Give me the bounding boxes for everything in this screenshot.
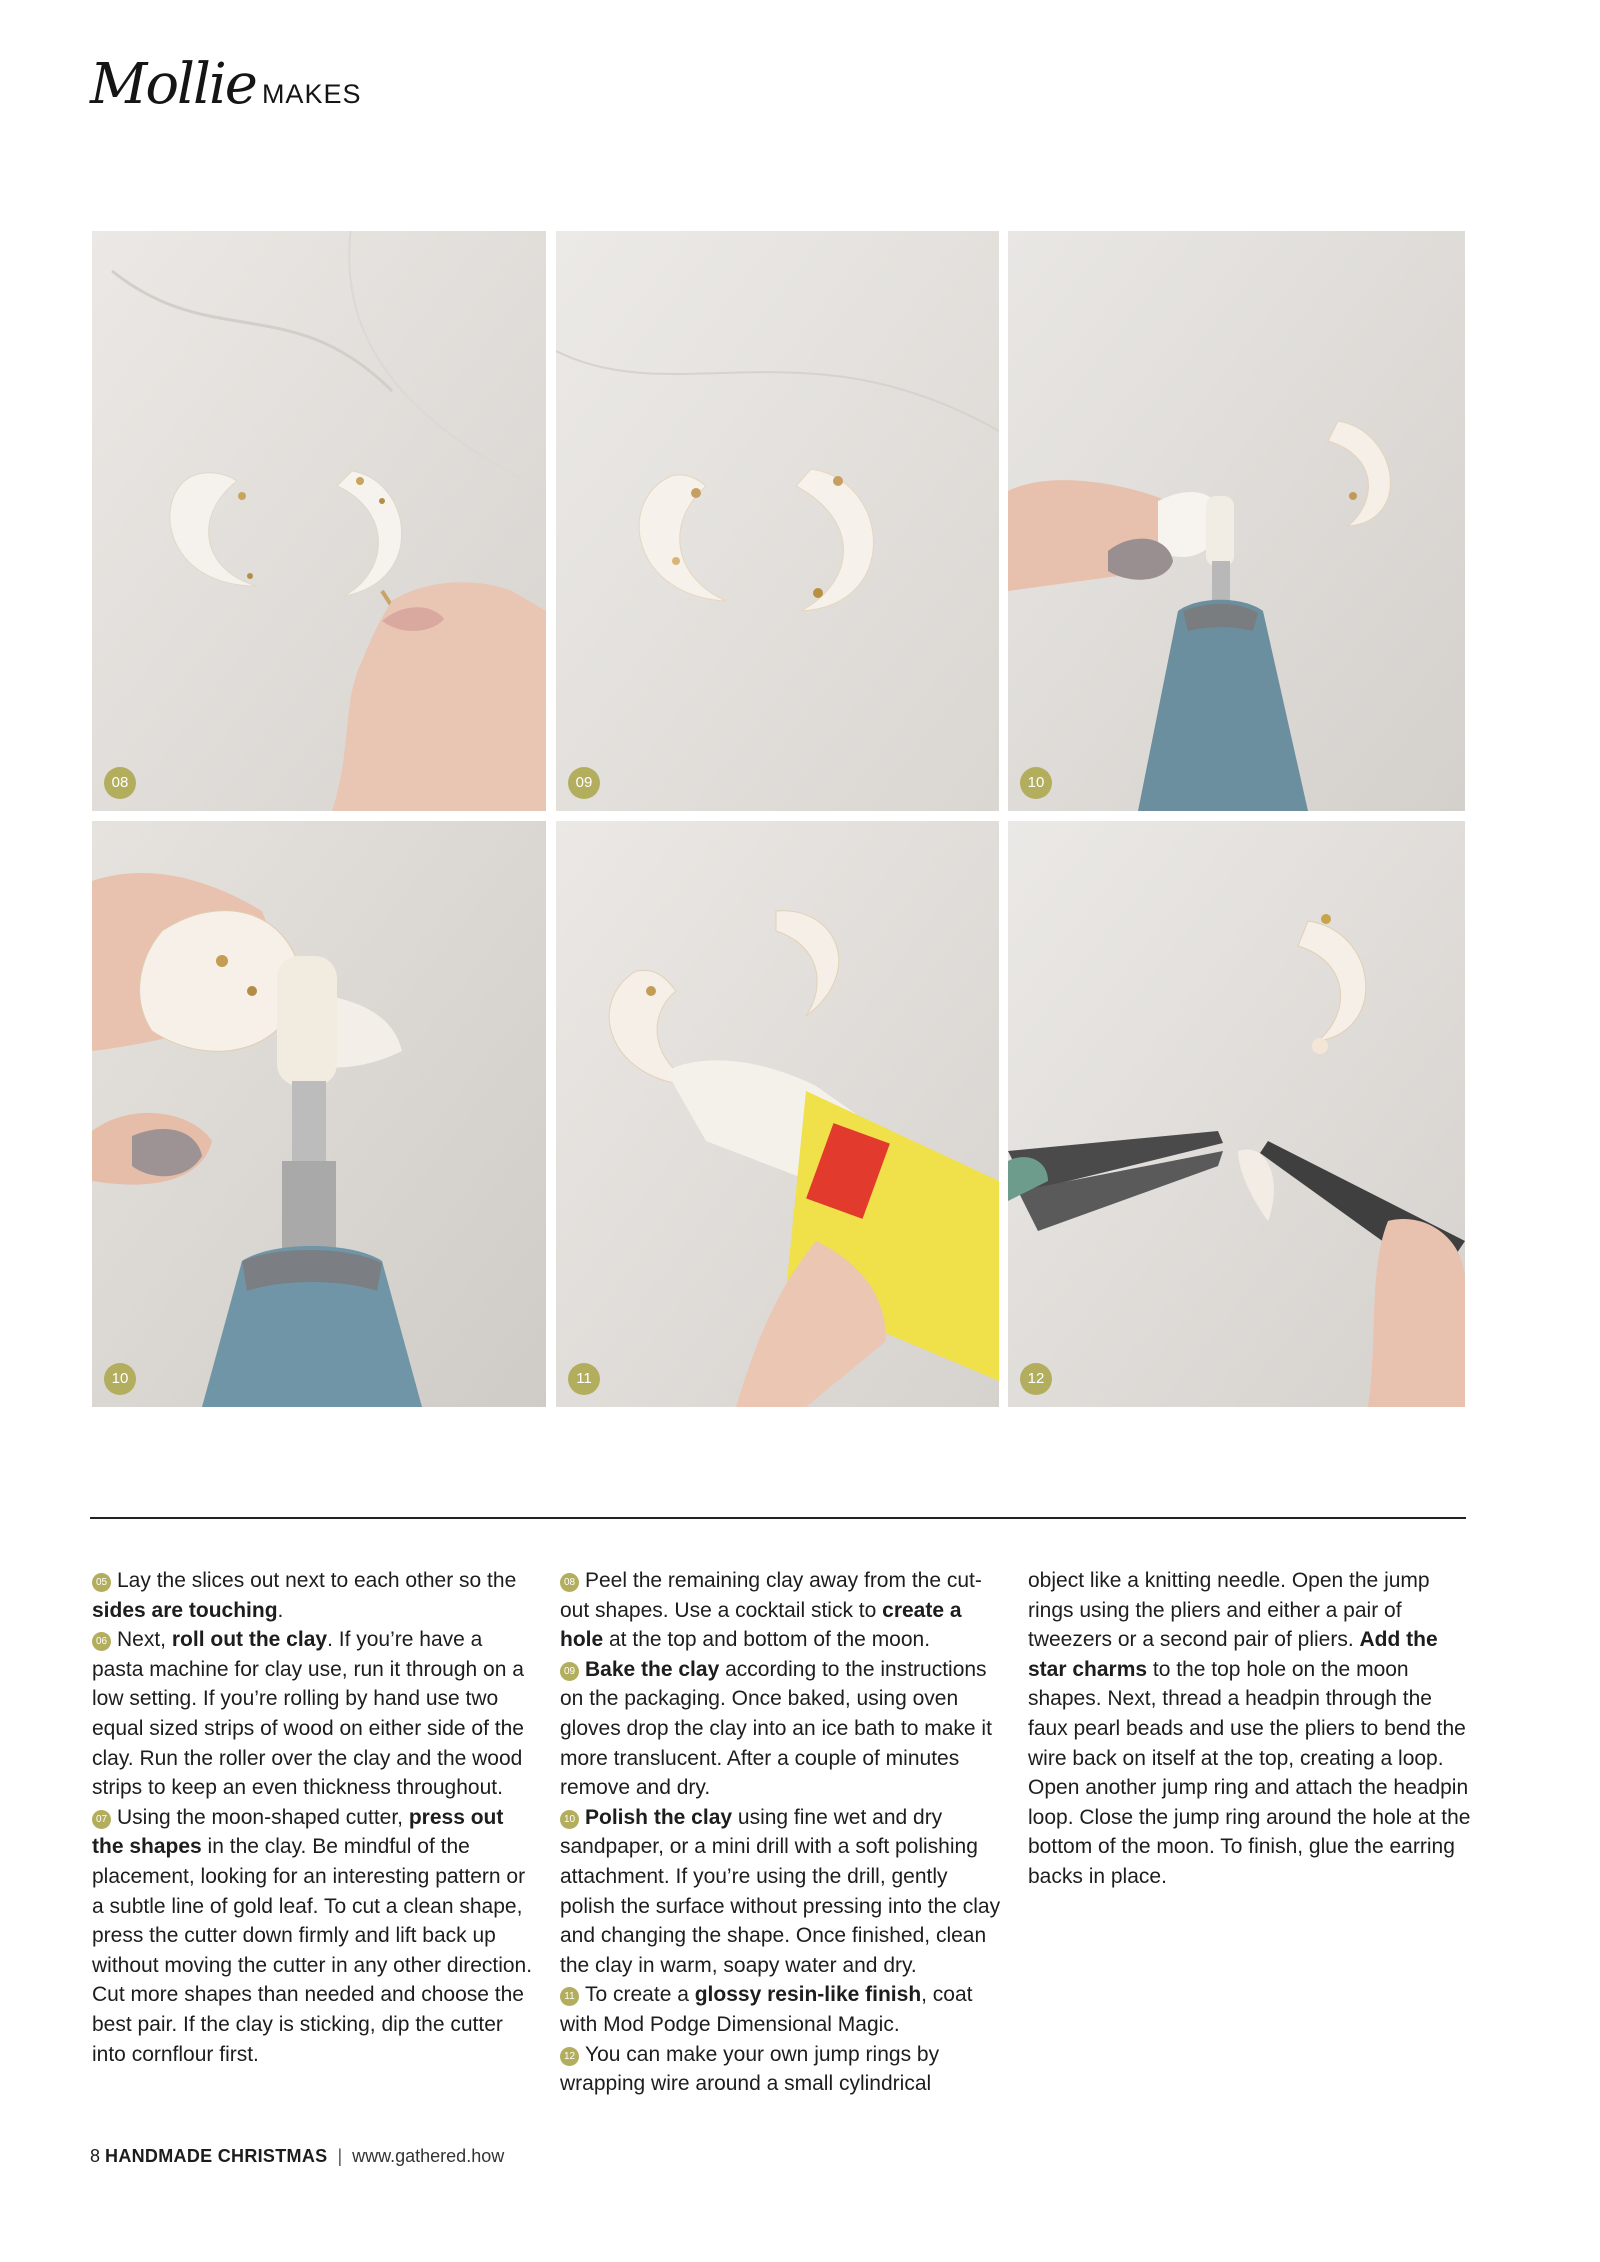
divider-rule: [90, 1517, 1466, 1519]
photo-step-12: [1008, 821, 1465, 1407]
text-column-1: [92, 1566, 537, 2069]
photo-step-10-b: [92, 821, 546, 1407]
photo-step-11: [556, 821, 999, 1407]
photo-illustration: [1008, 231, 1465, 811]
logo-word: MAKES: [261, 79, 362, 109]
step-number-badge: 06: [92, 1632, 111, 1651]
photo-step-08: [92, 231, 546, 811]
photo-illustration: [92, 821, 546, 1407]
step-11-paragraph: 11 To create a glossy resin-like finish, coat with Mod Podge Dimensional Magic.: [560, 1983, 973, 2036]
photo-illustration: [92, 231, 546, 811]
photo-illustration: [556, 231, 999, 811]
step-05-paragraph: 05 Lay the slices out next to each other so the sides are touching.: [92, 1569, 517, 1622]
step-09-paragraph: 09 Bake the clay according to the instructions on the packaging. Once baked, using oven gloves drop the clay into an ice bath to make it more translucent. After a couple of minutes remove and dry.: [560, 1657, 992, 1800]
photo-illustration: [556, 821, 999, 1407]
step-badge: 11: [568, 1363, 600, 1395]
logo-script: Mollie: [90, 52, 256, 117]
step-badge: 10: [104, 1363, 136, 1395]
photo-step-09: [556, 231, 999, 811]
step-number-badge: 11: [560, 1987, 579, 2006]
website-link[interactable]: www.gathered.how: [352, 2146, 505, 2166]
step-08-paragraph: 08 Peel the remaining clay away from the cut-out shapes. Use a cocktail stick to create a hole at the top and bottom of the moon.: [560, 1569, 982, 1652]
text-column-3: [1028, 1566, 1473, 1892]
step-10-paragraph: 10 Polish the clay using fine wet and dry sandpaper, or a mini drill with a soft polishing attachment. If you’re using the drill, gently polish the surface without pressing into the clay and changing the shape. Once finished, clean the clay in warm, soapy water and dry.: [560, 1805, 1001, 1977]
step-badge: 12: [1020, 1363, 1052, 1395]
step-badge: 09: [568, 767, 600, 799]
step-number-badge: 07: [92, 1810, 111, 1829]
step-07-paragraph: 07 Using the moon-shaped cutter, press out the shapes in the clay. Be mindful of the placement, looking for an interesting pattern or a subtle line of gold leaf. To cut a clean shape, press the cutter down firmly and lift back up without moving the cutter in any other direction. Cut more shapes than needed and choose the best pair. If the clay is sticking, dip the cutter into cornflour first.: [92, 1805, 533, 2066]
step-06-paragraph: 06 Next, roll out the clay. If you’re have a pasta machine for clay use, run it through on a low setting. If you’re rolling by hand use two equal sized strips of wood on either side of the clay. Run the roller over the clay and the wood strips to keep an even thickness throughout.: [92, 1628, 524, 1800]
page-footer: [90, 2146, 504, 2167]
step-12-paragraph-continued: object like a knitting needle. Open the jump rings using the pliers and either a pair of tweezers or a second pair of pliers. Add the star charms to the top hole on the moon shapes. Next, thread a headpin through the faux pearl beads and use the pliers to bend the wire back on itself at the top, creating a loop. Open another jump ring and attach the headpin loop. Close the jump ring around the hole at the bottom of the moon. To finish, glue the earring backs in place.: [1028, 1569, 1471, 1888]
page-number: 8: [90, 2146, 101, 2166]
step-badge: 10: [1020, 767, 1052, 799]
photo-illustration: [1008, 821, 1465, 1407]
step-number-badge: 12: [560, 2047, 579, 2066]
masthead-logo: [90, 52, 361, 122]
step-number-badge: 08: [560, 1573, 579, 1592]
photo-step-10-a: [1008, 231, 1465, 811]
magazine-title: HANDMADE CHRISTMAS: [105, 2146, 328, 2166]
step-12-paragraph: 12 You can make your own jump rings by wrapping wire around a small cylindrical: [560, 2042, 940, 2096]
step-number-badge: 05: [92, 1573, 111, 1592]
text-column-2: [560, 1566, 1005, 2099]
step-number-badge: 10: [560, 1810, 579, 1829]
step-badge: 08: [104, 767, 136, 799]
footer-separator: |: [337, 2146, 343, 2166]
step-number-badge: 09: [560, 1662, 579, 1681]
